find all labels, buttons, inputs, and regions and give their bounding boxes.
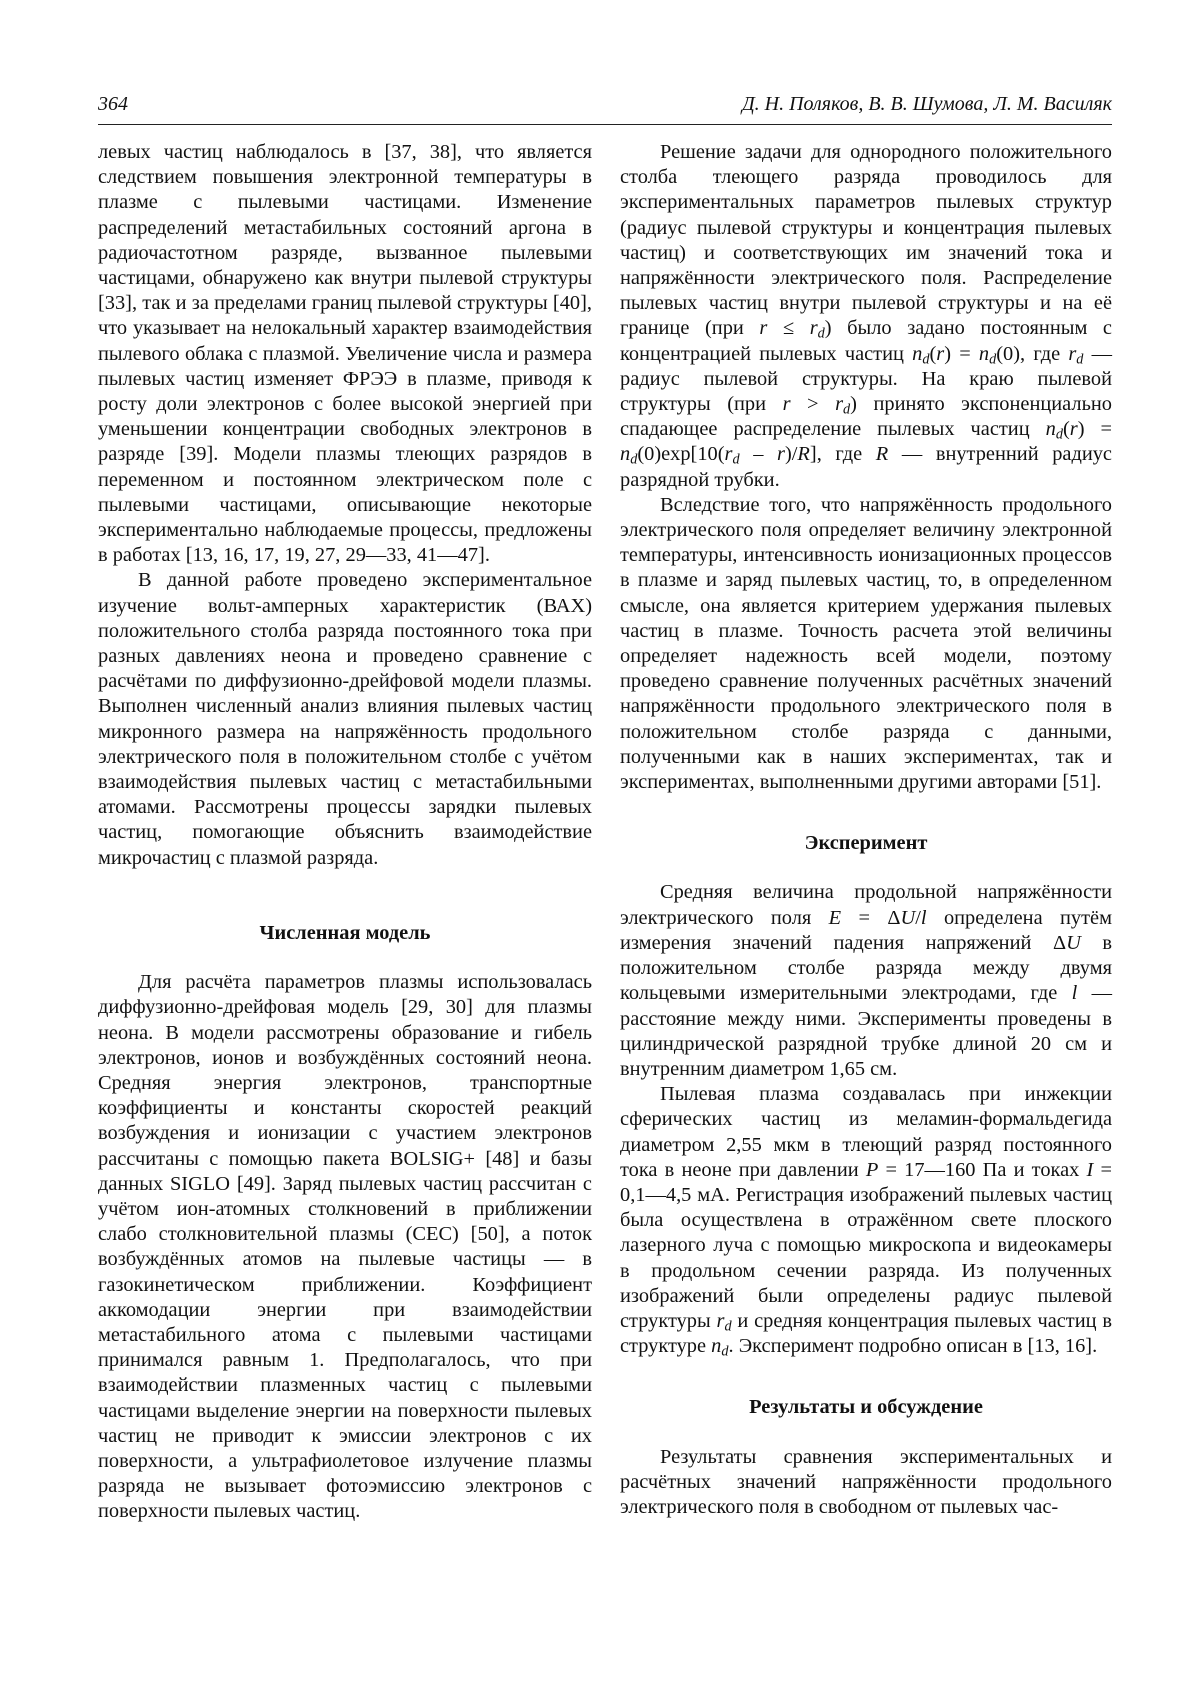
left-paragraph-1: левых частиц наблюдалось в [37, 38], что является следствием повышения электронной температуры в плазме с пылевыми частицами. Изменение распределений метастабильных состояний аргона в радиочастотном разряде, вызванное пылевыми частицами, обнаружено как внутри пылевой структуры [33], так и за пределами границ пылевой структуры [40], что указывает на нелокальный характер взаимодействия пылевого облака с плазмой. Увеличение числа и размера пылевых частиц изменяет ФРЭЭ в плазме, приводя к росту доли электронов с более высокой энергией при уменьшении концентрации свободных электронов в разряде [39]. Модели плазмы тлеющих разрядов в переменном и постоянном электрическом поле с пылевыми частицами, описывающие некоторые экспериментально наблюдаемые процессы, предложены в работах [13, 16, 17, 19, 27, 29—33, 41—47].	[98, 141, 592, 567]
right-paragraph-2: Вследствие того, что напряжённость продольного электрического поля определяет величину электронной температуры, интенсивность ионизационных процессов в плазме и заряд пылевых частиц, то, в определенном смысле, она является критерием удержания пылевых частиц в плазме. Точность расчета этой величины определяет надежность всей модели, поэтому проведено сравнение полученных расчётных значений напряжённости продольного электрического поля в положительном столбе разряда с данными, полученными как в наших экспериментах, так и экспериментах, выполненными другими авторами [51].	[620, 493, 1112, 794]
right-paragraph-3: Средняя величина продольной напряжённости электрического поля E = ΔU/l определена путём измерения значений падения напряжений ΔU в положительном столбе разряда между двумя кольцевыми измерительными электродами, где l — расстояние между ними. Эксперименты проведены в цилиндрической разрядной трубке длиной 20 см и внутренним диаметром 1,65 см.	[620, 881, 1113, 1080]
right-column	[620, 140, 1112, 1520]
section-heading-model: Численная модель	[259, 921, 431, 944]
section-heading-experiment: Эксперимент	[804, 832, 928, 855]
left-paragraph-3: Для расчёта параметров плазмы использовалась диффузионно-дрейфовая модель [29, 30] для плазмы неона. В модели рассмотрены образование и гибель электронов, ионов и возбуждённых состояний неона. Средняя энергия электронов, транспортные коэффициенты и константы скоростей реакций возбуждения и ионизации с участием электронов рассчитаны с помощью пакета BOLSIG+ [48] и базы данных SIGLO [49]. Заряд пылевых частиц рассчитан с учётом ион-атомных столкновений в приближении слабо столкновительной плазмы (СЕС) [50], а поток возбуждённых атомов на пылевые частицы — в газокинетическом приближении. Коэффициент аккомодации энергии при взаимодействии метастабильного атома с пылевыми частицами принимался равным 1. Предполагалось, что при взаимодействии плазменных частиц с пылевыми частицами выделение энергии на поверхности пылевых частиц не приводит к эмиссии электронов с их поверхности, а ультрафиолетовое излучение плазмы разряда не вызывает фотоэмиссию электронов с поверхности пылевых частиц.	[98, 971, 592, 1523]
left-paragraph-2: В данной работе проведено экспериментальное изучение вольт-амперных характеристик (ВАХ) положительного столба разряда постоянного тока при разных давлениях неона и проведено сравнение с расчётами по диффузионно-дрейфовой модели плазмы. Выполнен численный анализ влияния пылевых частиц микронного размера на напряжённость продольного электрического поля в положительном столбе с учётом взаимодействия пылевых частиц с метастабильными атомами. Рассмотрены процессы зарядки пылевых частиц, помогающие объяснить взаимодействие микрочастиц с плазмой разряда.	[98, 569, 592, 869]
section-heading-results: Результаты и обсуждение	[749, 1396, 983, 1419]
running-authors: Д. Н. Поляков, В. В. Шумова, Л. М. Василяк	[741, 93, 1112, 115]
right-paragraph-4: Пылевая плазма создавалась при инжекции сферических частиц из меламин-формальдегида диаметром 2,55 мкм в тлеющий разряд постоянного тока в неоне при давлении P = 17—160 Па и токах I = 0,1—4,5 мА. Регистрация изображений пылевых частиц была осуществлена в отражённом свете плоского лазерного луча с помощью микроскопа и видеокамеры в продольном сечении разряда. Из полученных изображений были определены радиус пылевой структуры $r_d$ и средняя концентрация пылевых частиц в структуре $n_d$. Эксперимент подробно описан в [13, 16].	[620, 1083, 1112, 1360]
right-paragraph-1: Решение задачи для однородного положительного столба тлеющего разряда проводилось для экспериментальных параметров пылевых структур (радиус пылевой структуры и концентрация пылевых частиц) и соответствующих им значений тока и напряжённости электрического поля. Распределение пылевых частиц внутри пылевой структуры и на её границе (при $r \le r_d$) было задано постоянным с концентрацией пылевых частиц $n_d(r) = n_d(0)$, где $r_d$ — радиус пылевой структуры. На краю пылевой структуры (при $r > r_d$) принято экспоненциально спадающее распределение пылевых частиц $n_d(r) = n_d(0)\exp[10(r_d - r)/R]$, где R — внутренний радиус разрядной трубки.	[620, 141, 1113, 491]
right-paragraph-5: Результаты сравнения экспериментальных и расчётных значений напряжённости продольного электрического поля в свободном от пылевых час-	[620, 1445, 1112, 1518]
page-number: 364	[98, 93, 128, 115]
left-column	[98, 140, 592, 1525]
running-header	[98, 92, 1112, 125]
